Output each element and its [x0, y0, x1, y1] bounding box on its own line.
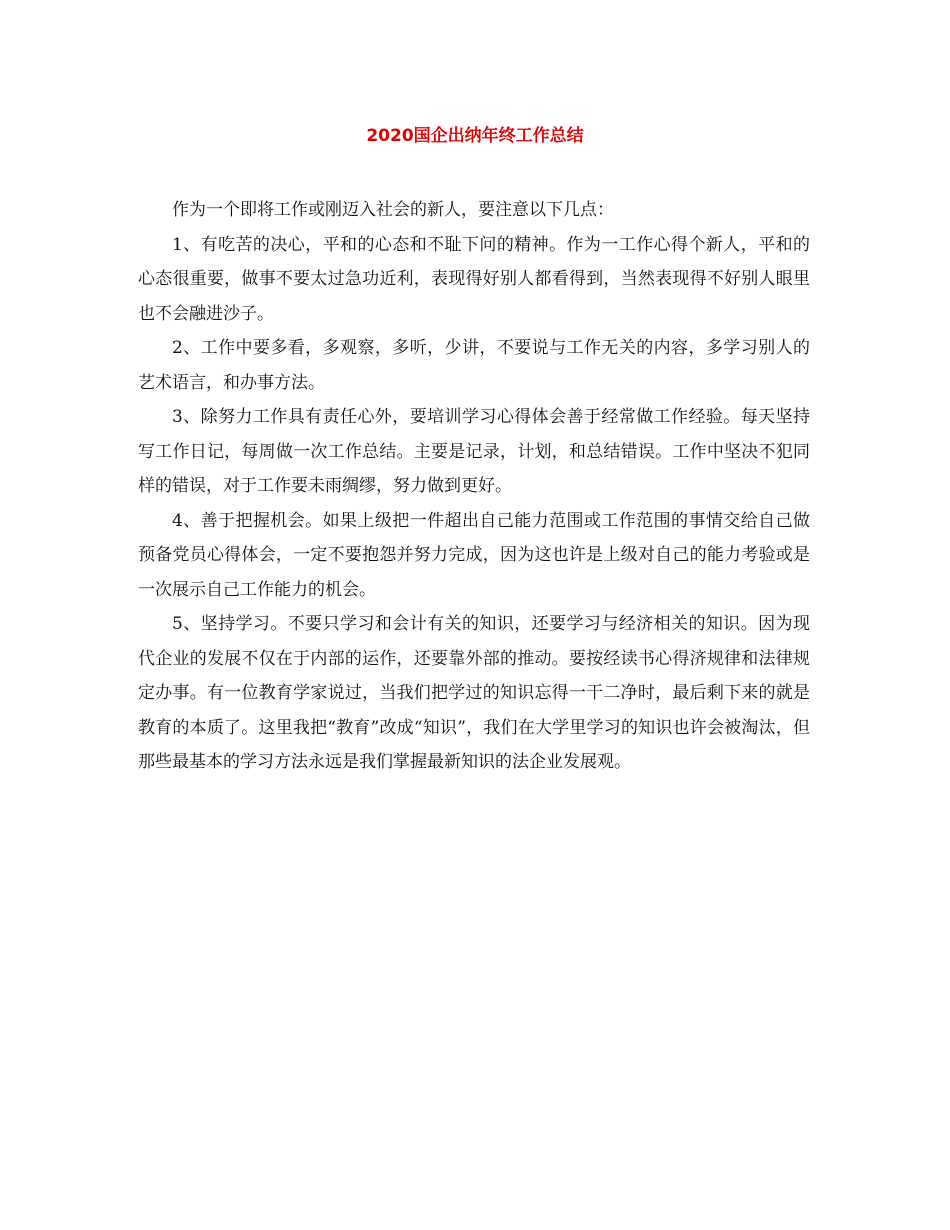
- point-4-paragraph: 4、善于把握机会。如果上级把一件超出自己能力范围或工作范围的事情交给自己做预备党员心得体会，一定不要抱怨并努力完成，因为这也许是上级对自己的能力考验或是一次展示自己工作能力的机会。: [138, 510, 810, 600]
- document-title: 2020国企出纳年终工作总结: [366, 126, 584, 146]
- point-1-paragraph: 1、有吃苦的决心，平和的心态和不耻下问的精神。作为一工作心得个新人，平和的心态很重要，做事不要太过急功近利，表现得好别人都看得到，当然表现得不好别人眼里也不会融进沙子。: [138, 234, 810, 324]
- intro-paragraph: 作为一个即将工作或刚迈入社会的新人，要注意以下几点：: [172, 200, 614, 220]
- point-5-paragraph: 5、坚持学习。不要只学习和会计有关的知识，还要学习与经济相关的知识。因为现代企业的发展不仅在于内部的运作，还要靠外部的推动。要按经读书心得济规律和法律规定办事。有一位教育学家说过，当我们把学过的知识忘得一干二净时，最后剩下来的就是教育的本质了。这里我把“教育”改成“知识”，我们在大学里学习的知识也许会被淘汰，但那些最基本的学习方法永远是我们掌握最新知识的法企业发展观。: [138, 614, 810, 772]
- document-body: [138, 193, 810, 780]
- point-2-paragraph: 2、工作中要多看，多观察，多听，少讲，不要说与工作无关的内容，多学习别人的艺术语言，和办事方法。: [138, 338, 810, 393]
- point-3-paragraph: 3、除努力工作具有责任心外，要培训学习心得体会善于经常做工作经验。每天坚持写工作日记，每周做一次工作总结。主要是记录，计划，和总结错误。工作中坚决不犯同样的错误，对于工作要未雨绸缪，努力做到更好。: [138, 407, 810, 496]
